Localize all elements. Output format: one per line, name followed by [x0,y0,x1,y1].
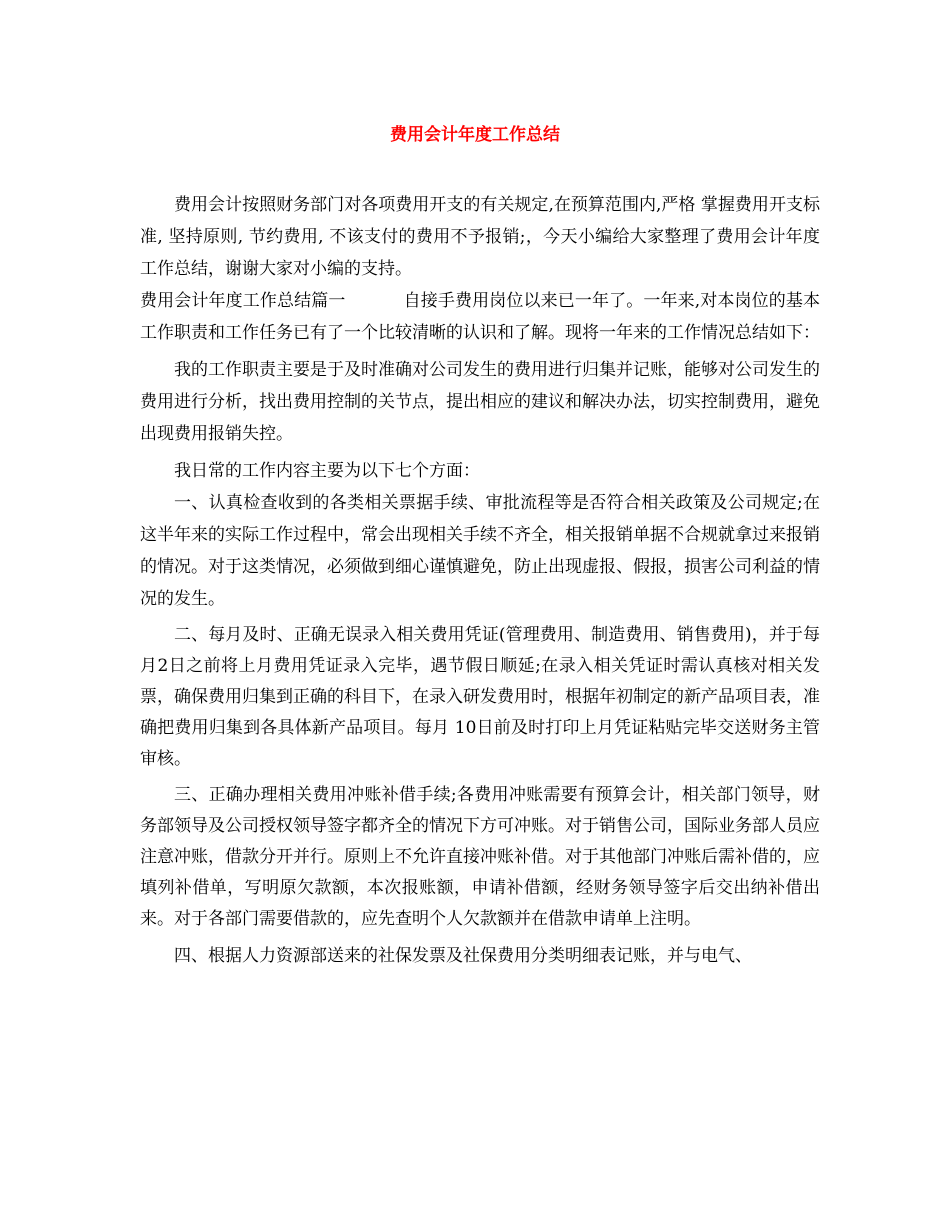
paragraph-intro: 费用会计按照财务部门对各项费用开支的有关规定,在预算范围内,严格 掌握费用开支标准, 坚持原则, 节约费用, 不该支付的费用不予报销;，今天小编给大家整理了费用会计年度工作总结，谢谢大家对小编的支持。 [140,195,820,279]
paragraph-duties: 我的工作职责主要是于及时准确对公司发生的费用进行归集并记账，能够对公司发生的费用进行分析，找出费用控制的关节点，提出相应的建议和解决办法，切实控制费用，避免出现费用报销失控。 [140,360,820,444]
paragraph-item-one: 一、认真检查收到的各类相关票据手续、审批流程等是否符合相关政策及公司规定;在这半年来的实际工作过程中，常会出现相关手续不齐全，相关报销单据不合规就拿过来报销的情况。对于这类情况，必须做到细心谨慎避免，防止出现虚报、假报，损害公司利益的情况的发生。 [140,493,820,609]
paragraph-item-two: 二、每月及时、正确无误录入相关费用凭证(管理费用、制造费用、销售费用)，并于每月2日之前将上月费用凭证录入完毕，遇节假日顺延;在录入相关凭证时需认真核对相关发票，确保费用归集到正确的科目下，在录入研发费用时，根据年初制定的新产品项目表，准确把费用归集到各具体新产品项目。每月 10日前及时打印上月凭证粘贴完毕交送财务主管审核。 [140,625,820,769]
paragraph-seven-aspects: 我日常的工作内容主要为以下七个方面： [174,461,480,481]
section-intro-text: 自接手费用岗位以来已一年了。一年来,对本岗位的基本工作职责和工作任务已有了一个比较清晰的认识和了解。现将一年来的工作情况总结如下： [140,291,821,343]
section-heading: 费用会计年度工作总结篇一 [140,291,346,311]
paragraph-section-one [140,285,820,349]
page-title: 费用会计年度工作总结 [390,125,560,145]
paragraph-item-three: 三、正确办理相关费用冲账补借手续;各费用冲账需要有预算会计，相关部门领导，财务部领导及公司授权领导签字都齐全的情况下方可冲账。对于销售公司，国际业务部人员应注意冲账，借款分开并行。原则上不允许直接冲账补借。对于其他部门冲账后需补借的，应填列补借单，写明原欠款额，本次报账额，申请补借额，经财务领导签字后交出纳补借出来。对于各部门需要借款的，应先查明个人欠款额并在借款申请单上注明。 [140,785,820,929]
document-body [140,189,820,972]
paragraph-item-four: 四、根据人力资源部送来的社保发票及社保费用分类明细表记账，并与电气、 [174,946,752,966]
